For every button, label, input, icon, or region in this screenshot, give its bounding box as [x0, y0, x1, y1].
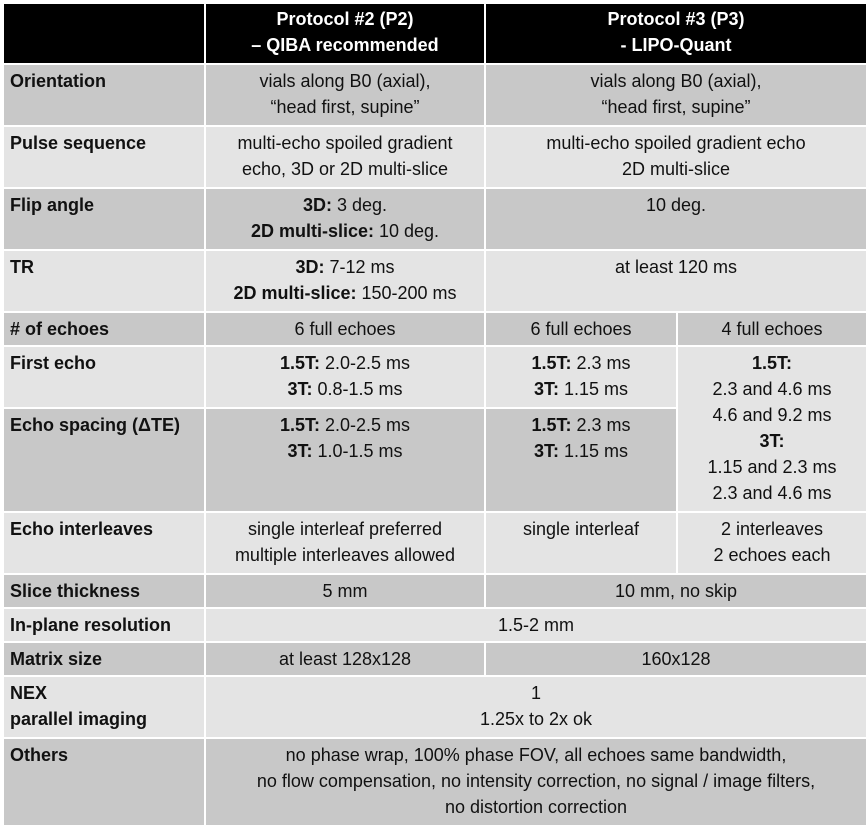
cell-all: no phase wrap, 100% phase FOV, all echoes same bandwidth, no flow compensation, no intensity correction, no signal / image filters, no distortion correction: [205, 738, 867, 826]
row-label: Matrix size: [3, 642, 205, 676]
cell-p2: 3D: 7-12 ms 2D multi-slice: 150-200 ms: [205, 250, 485, 312]
row-tr: [3, 250, 867, 312]
cell-p3: 160x128: [485, 642, 867, 676]
row-label: # of echoes: [3, 312, 205, 346]
row-echo-interleaves: [3, 512, 867, 574]
cell-p2: at least 128x128: [205, 642, 485, 676]
cell-p3b: 2 interleaves 2 echoes each: [677, 512, 867, 574]
row-slice-thickness: [3, 574, 867, 608]
row-label: NEX parallel imaging: [3, 676, 205, 738]
row-flip-angle: [3, 188, 867, 250]
cell-p3: multi-echo spoiled gradient echo 2D multi-slice: [485, 126, 867, 188]
cell-all: 1.5-2 mm: [205, 608, 867, 642]
cell-p3a: 6 full echoes: [485, 312, 677, 346]
row-label: In-plane resolution: [3, 608, 205, 642]
row-nex: [3, 676, 867, 738]
protocol-table: [2, 2, 868, 827]
cell-all: 1 1.25x to 2x ok: [205, 676, 867, 738]
cell-p2: single interleaf preferred multiple interleaves allowed: [205, 512, 485, 574]
cell-p3: at least 120 ms: [485, 250, 867, 312]
header-p3: Protocol #3 (P3) - LIPO-Quant: [485, 3, 867, 64]
row-label: Pulse sequence: [3, 126, 205, 188]
cell-p2: 3D: 3 deg. 2D multi-slice: 10 deg.: [205, 188, 485, 250]
cell-p2: 5 mm: [205, 574, 485, 608]
row-label: TR: [3, 250, 205, 312]
cell-p3a: 1.5T: 2.3 ms 3T: 1.15 ms: [485, 346, 677, 408]
row-label: Others: [3, 738, 205, 826]
row-label: Echo interleaves: [3, 512, 205, 574]
cell-p3: 10 deg.: [485, 188, 867, 250]
row-label: Echo spacing (ΔTE): [3, 408, 205, 512]
row-label: Flip angle: [3, 188, 205, 250]
cell-p2: multi-echo spoiled gradient echo, 3D or 2D multi-slice: [205, 126, 485, 188]
row-inplane-resolution: [3, 608, 867, 642]
cell-p3b: 4 full echoes: [677, 312, 867, 346]
cell-p3: vials along B0 (axial), “head first, supine”: [485, 64, 867, 126]
row-echoes: [3, 312, 867, 346]
row-label: Slice thickness: [3, 574, 205, 608]
cell-p3: 10 mm, no skip: [485, 574, 867, 608]
cell-p3b-echo-times: 1.5T: 2.3 and 4.6 ms 4.6 and 9.2 ms 3T: 1.15 and 2.3 ms 2.3 and 4.6 ms: [677, 346, 867, 512]
row-others: [3, 738, 867, 826]
row-label: First echo: [3, 346, 205, 408]
cell-p2: 6 full echoes: [205, 312, 485, 346]
cell-p3a: 1.5T: 2.3 ms 3T: 1.15 ms: [485, 408, 677, 512]
row-matrix-size: [3, 642, 867, 676]
cell-p2: 1.5T: 2.0-2.5 ms 3T: 1.0-1.5 ms: [205, 408, 485, 512]
row-orientation: [3, 64, 867, 126]
row-pulse-sequence: [3, 126, 867, 188]
header-corner: [3, 3, 205, 64]
cell-p2: vials along B0 (axial), “head first, supine”: [205, 64, 485, 126]
cell-p2: 1.5T: 2.0-2.5 ms 3T: 0.8-1.5 ms: [205, 346, 485, 408]
header-p2: Protocol #2 (P2) – QIBA recommended: [205, 3, 485, 64]
row-first-echo: [3, 346, 867, 408]
cell-p3a: single interleaf: [485, 512, 677, 574]
header-row: [3, 3, 867, 64]
row-label: Orientation: [3, 64, 205, 126]
